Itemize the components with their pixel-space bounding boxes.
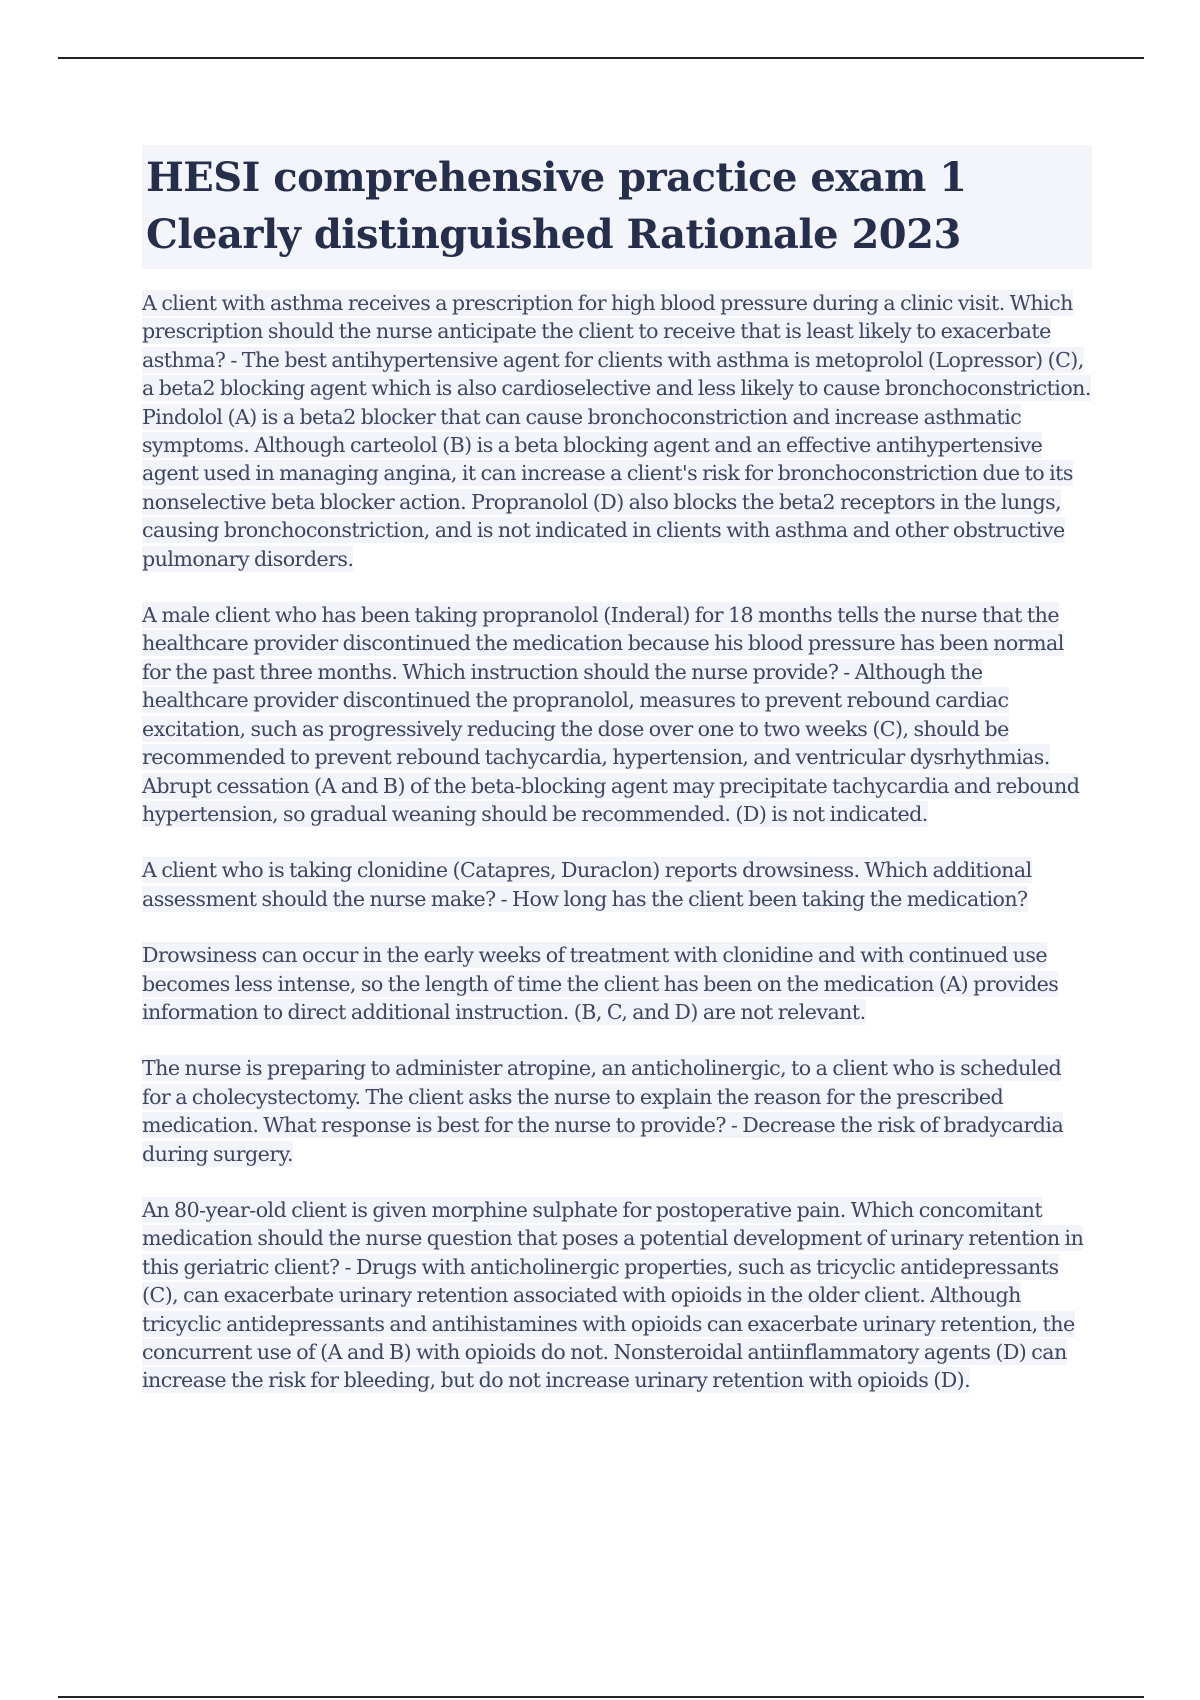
page-title [142, 145, 1092, 269]
bottom-rule [58, 1696, 1144, 1698]
title-line-2: Clearly distinguished Rationale 2023 [146, 211, 961, 258]
paragraph-text: A male client who has been taking propranolol (Inderal) for 18 months tells the nurse that the healthcare provider discontinued the medication because his blood pressure has been normal for the past three months. Which instruction should the nurse provide? - Although the healthcare provider discontinued the propranolol, measures to prevent rebound cardiac excitation, such as progressively reducing the dose over one to two weeks (C), should be recommended to prevent rebound tachycardia, hypertension, and ventricular dysrhythmias. Abrupt cessation (A and B) of the beta-blocking agent may precipitate tachycardia and rebound hypertension, so gradual weaning should be recommended. (D) is not indicated. [142, 603, 1080, 826]
paragraph-clonidine-drowsiness [142, 856, 1092, 913]
title-line-1: HESI comprehensive practice exam 1 [146, 154, 967, 201]
paragraph-morphine-urinary-retention [142, 1196, 1092, 1395]
paragraph-atropine [142, 1054, 1092, 1168]
document-body [142, 145, 1092, 1423]
paragraph-text: The nurse is preparing to administer atropine, an anticholinergic, to a client who is scheduled for a cholecystectomy. The client asks the nurse to explain the reason for the prescribed medication. What response is best for the nurse to provide? - Decrease the risk of bradycardia during surgery. [142, 1056, 1064, 1166]
paragraph-asthma-antihypertensive [142, 289, 1092, 573]
paragraph-clonidine-rationale [142, 941, 1092, 1026]
paragraph-propranolol-discontinuation [142, 601, 1092, 828]
paragraph-text: Drowsiness can occur in the early weeks of treatment with clonidine and with continued use becomes less intense, so the length of time the client has been on the medication (A) provides information to direct additional instruction. (B, C, and D) are not relevant. [142, 943, 1059, 1024]
paragraph-text: A client who is taking clonidine (Catapres, Duraclon) reports drowsiness. Which additional assessment should the nurse make? - How long has the client been taking the medication? [142, 858, 1032, 911]
paragraph-text: An 80-year-old client is given morphine sulphate for postoperative pain. Which concomitant medication should the nurse question that poses a potential development of urinary retention in this geriatric client? - Drugs with anticholinergic properties, such as tricyclic antidepressants (C), can exacerbate urinary retention associated with opioids in the older client. Although tricyclic antidepressants and antihistamines with opioids can exacerbate urinary retention, the concurrent use of (A and B) with opioids do not. Nonsteroidal antiinflammatory agents (D) can increase the risk for bleeding, but do not increase urinary retention with opioids (D). [142, 1197, 1084, 1393]
paragraph-text: A client with asthma receives a prescription for high blood pressure during a clinic visit. Which prescription should the nurse anticipate the client to receive that is least likely to exacerbate asthma? - The best antihypertensive agent for clients with asthma is metoprolol (Lopressor) (C), a beta2 blocking agent which is also cardioselective and less likely to cause bronchoconstriction. Pindolol (A) is a beta2 blocker that can cause bronchoconstriction and increase asthmatic symptoms. Although carteolol (B) is a beta blocking agent and an effective antihypertensive agent used in managing angina, it can increase a client's risk for bronchoconstriction due to its nonselective beta blocker action. Propranolol (D) also blocks the beta2 receptors in the lungs, causing bronchoconstriction, and is not indicated in clients with asthma and other obstructive pulmonary disorders. [142, 291, 1091, 571]
top-rule [58, 57, 1144, 59]
